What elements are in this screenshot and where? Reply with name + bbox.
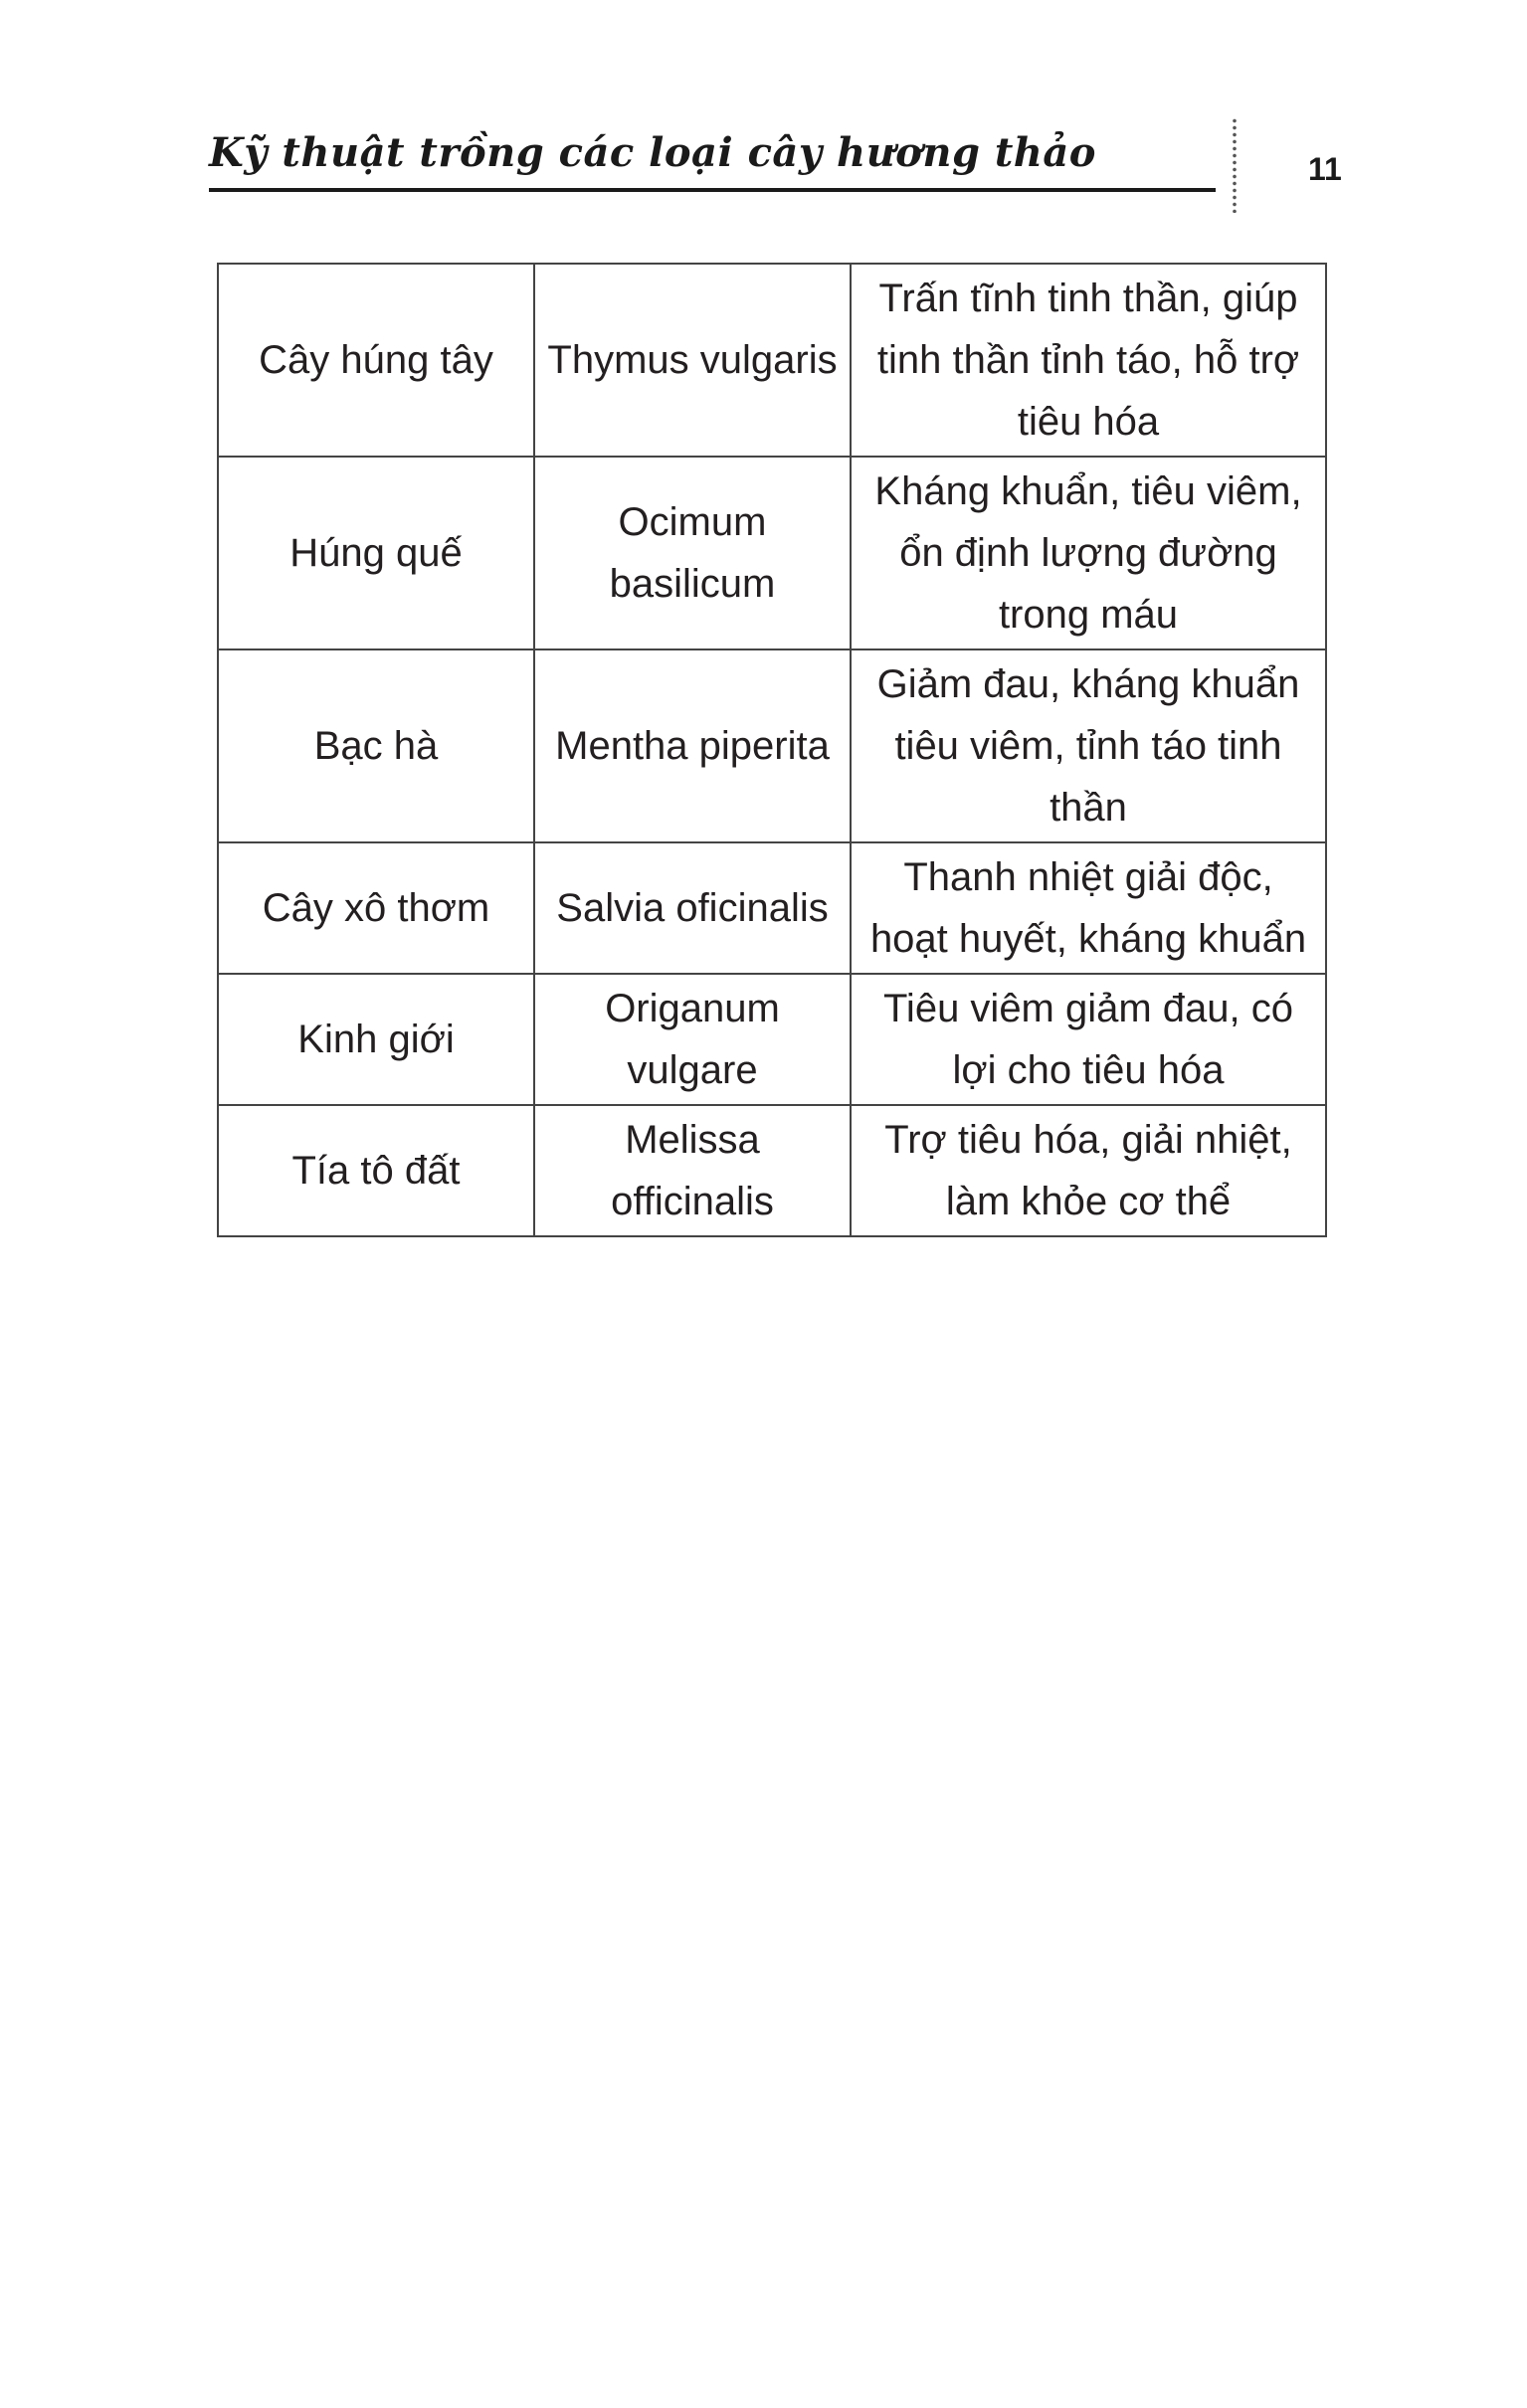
benefits-cell: Kháng khuẩn, tiêu viêm, ổn định lượng đường trong máu [851, 457, 1326, 649]
common-name-cell: Kinh giới [218, 974, 534, 1105]
table-row [218, 1105, 1326, 1236]
scientific-name-cell: Melissa officinalis [534, 1105, 851, 1236]
table-row [218, 649, 1326, 842]
common-name-cell: Cây húng tây [218, 264, 534, 457]
common-name-cell: Tía tô đất [218, 1105, 534, 1236]
table-row [218, 842, 1326, 974]
book-title: Kỹ thuật trồng các loại cây hương thảo [209, 129, 1096, 176]
page-header [0, 0, 1527, 229]
scientific-name-cell: Mentha piperita [534, 649, 851, 842]
common-name-cell: Cây xô thơm [218, 842, 534, 974]
dotted-divider [1232, 117, 1238, 213]
title-underline [209, 188, 1216, 192]
page-number: 11 [1308, 151, 1342, 187]
benefits-cell: Tiêu viêm giảm đau, có lợi cho tiêu hóa [851, 974, 1326, 1105]
common-name-cell: Húng quế [218, 457, 534, 649]
scientific-name-cell: Salvia oficinalis [534, 842, 851, 974]
benefits-cell: Trấn tĩnh tinh thần, giúp tinh thần tỉnh táo, hỗ trợ tiêu hóa [851, 264, 1326, 457]
table-row [218, 974, 1326, 1105]
table-row [218, 457, 1326, 649]
benefits-cell: Giảm đau, kháng khuẩn tiêu viêm, tỉnh táo tinh thần [851, 649, 1326, 842]
benefits-cell: Trợ tiêu hóa, giải nhiệt, làm khỏe cơ thể [851, 1105, 1326, 1236]
scientific-name-cell: Origanum vulgare [534, 974, 851, 1105]
table-row [218, 264, 1326, 457]
scientific-name-cell: Thymus vulgaris [534, 264, 851, 457]
herb-table [217, 263, 1327, 1237]
benefits-cell: Thanh nhiệt giải độc, hoạt huyết, kháng khuẩn [851, 842, 1326, 974]
common-name-cell: Bạc hà [218, 649, 534, 842]
scientific-name-cell: Ocimum basilicum [534, 457, 851, 649]
